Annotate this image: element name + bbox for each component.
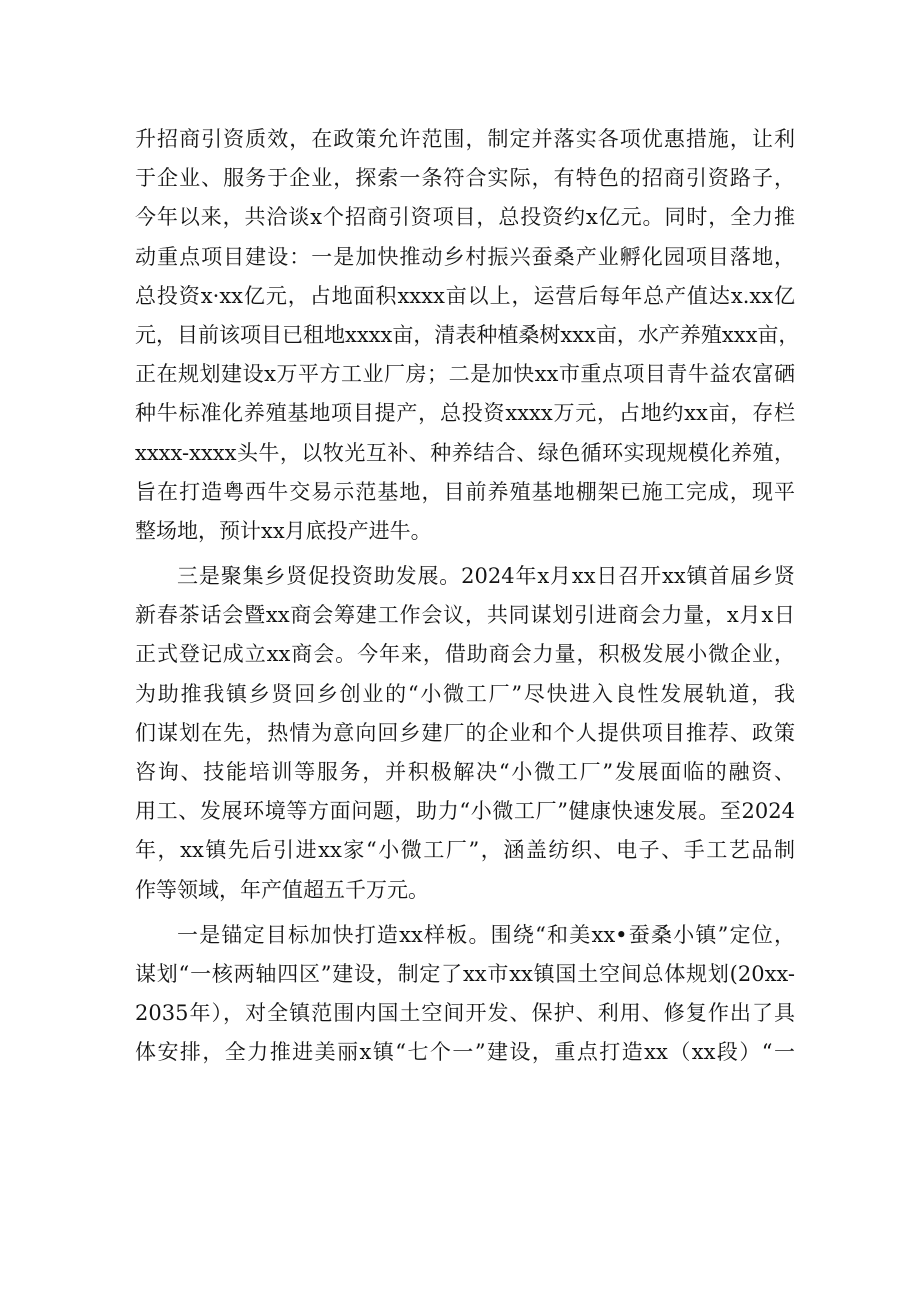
- text-line: 元，目前该项目已租地xxxx亩，清表种植桑树xxx亩，水产养殖xxx亩，: [135, 322, 800, 347]
- text-line: 正式登记成立xx商会。今年来，借助商会力量，积极发展小微企业，: [135, 642, 795, 667]
- paragraph-chamber-of-commerce: [135, 557, 795, 910]
- paragraph-town-planning: [135, 916, 795, 1073]
- text-line: xxxx-xxxx头牛，以牧光互补、种养结合、绿色循环实现规模化养殖，: [135, 440, 795, 465]
- document-body: [135, 120, 800, 1073]
- text-line: 三是聚集乡贤促投资助发展。2024年x月xx日召开xx镇首届乡贤: [177, 564, 795, 589]
- text-line: 今年以来，共洽谈x个招商引资项目，总投资约x亿元。同时，全力推: [135, 205, 795, 230]
- text-line: 正在规划建设x万平方工业厂房；二是加快xx市重点项目青牛益农富硒: [135, 362, 795, 387]
- text-line: 一是锚定目标加快打造xx样板。围绕“和美xx•蚕桑小镇”定位，: [177, 922, 795, 947]
- text-line: 升招商引资质效，在政策允许范围，制定并落实各项优惠措施，让利: [135, 127, 795, 151]
- text-line: 种牛标准化养殖基地项目提产，总投资xxxx万元，占地约xx亩，存栏: [135, 401, 795, 426]
- paragraph-investment-projects: [135, 120, 800, 551]
- text-line: 为助推我镇乡贤回乡创业的“小微工厂”尽快进入良性发展轨道，我: [135, 681, 795, 706]
- text-line: 年，xx镇先后引进xx家“小微工厂”，涵盖纺织、电子、手工艺品制: [135, 838, 795, 863]
- text-line: 体安排，全力推进美丽x镇“七个一”建设，重点打造xx（xx段）“一: [135, 1040, 795, 1065]
- text-line: 旨在打造粤西牛交易示范基地，目前养殖基地棚架已施工完成，现平: [135, 479, 795, 504]
- text-line: 总投资x·xx亿元，占地面积xxxx亩以上，运营后每年总产值达x.xx亿: [135, 283, 795, 308]
- text-line: 动重点项目建设：一是加快推动乡村振兴蚕桑产业孵化园项目落地，: [135, 244, 795, 269]
- text-line: 整场地，预计xx月底投产进牛。: [135, 518, 432, 543]
- text-line: 2035年），对全镇范围内国土空间开发、保护、利用、修复作出了具: [135, 1001, 795, 1026]
- text-line: 作等领域，年产值超五千万元。: [135, 877, 429, 902]
- text-line: 谋划“一核两轴四区”建设，制定了xx市xx镇国土空间总体规划(20xx-: [135, 961, 795, 986]
- text-line: 们谋划在先，热情为意向回乡建厂的企业和个人提供项目推荐、政策: [135, 720, 795, 745]
- text-line: 新春茶话会暨xx商会筹建工作会议，共同谋划引进商会力量，x月x日: [135, 603, 795, 628]
- text-line: 用工、发展环境等方面问题，助力“小微工厂”健康快速发展。至2024: [135, 799, 795, 824]
- text-line: 于企业、服务于企业，探索一条符合实际，有特色的招商引资路子，: [135, 166, 795, 191]
- text-line: 咨询、技能培训等服务，并积极解决“小微工厂”发展面临的融资、: [135, 760, 795, 784]
